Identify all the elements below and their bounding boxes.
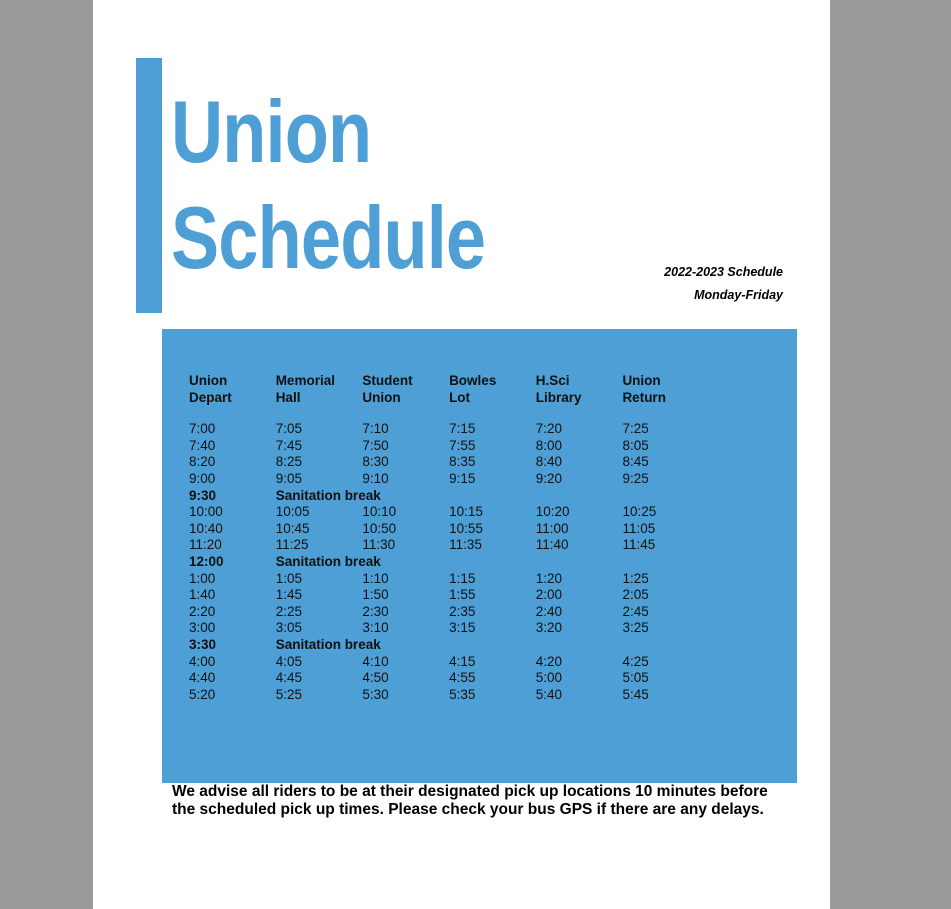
column-header-line: Depart [189,389,232,405]
time-cell: 1:20 [535,570,563,586]
time-cell: 10:55 [449,520,483,536]
time-cell: 9:20 [535,470,563,486]
break-label: Sanitation break [275,553,381,569]
time-cell: 3:05 [275,620,302,636]
time-cell: 5:40 [535,686,563,702]
column-header-line: Lot [449,389,471,405]
time-cell: 11:40 [535,537,569,553]
time-cell: 10:50 [362,520,397,536]
column-header-line: Union [189,373,228,388]
column-header-line: Union [362,389,401,405]
schedule-row [189,670,709,687]
time-cell: 1:25 [622,570,649,586]
time-cell: 3:00 [189,620,216,636]
column-header-line: Union [622,373,661,388]
schedule-body [189,421,709,703]
time-cell: 8:05 [622,437,649,453]
time-cell: 8:00 [535,437,563,453]
time-cell: 2:40 [535,603,563,619]
title-line-2: Schedule [171,188,486,287]
time-cell: 1:45 [275,587,302,603]
time-cell: 8:35 [449,454,476,470]
time-cell: 9:05 [275,470,302,486]
schedule-table [189,373,709,703]
time-cell: 2:05 [622,587,649,603]
time-cell: 5:00 [535,670,563,686]
time-cell: 11:45 [622,537,656,553]
time-cell: 11:30 [362,537,396,553]
time-cell: 5:20 [189,686,216,702]
schedule-row [189,654,709,671]
schedule-row [189,587,709,604]
schedule-row [189,438,709,455]
time-cell: 1:55 [449,587,476,603]
time-cell: 5:45 [622,686,649,702]
accent-bar [136,58,162,313]
time-cell: 7:25 [622,421,649,437]
schedule-row [189,687,709,704]
time-cell: 4:00 [189,653,216,669]
time-cell: 7:40 [189,437,216,453]
time-cell: 9:15 [449,470,476,486]
time-cell: 1:40 [189,587,216,603]
time-cell: 10:15 [449,504,483,520]
column-header-line: Hall [275,389,301,405]
time-cell: 4:10 [362,653,389,669]
time-cell: 8:30 [362,454,389,470]
time-cell: 7:55 [449,437,476,453]
time-cell: 2:30 [362,603,389,619]
schedule-row [189,471,709,488]
time-cell: 9:00 [189,470,216,486]
time-cell: 4:55 [449,670,476,686]
time-cell: 7:15 [449,421,476,437]
time-cell: 9:10 [362,470,389,486]
time-cell: 4:25 [622,653,649,669]
time-cell: 5:25 [275,686,302,702]
time-cell: 11:00 [535,520,569,536]
time-cell: 8:25 [275,454,302,470]
time-cell: 4:20 [535,653,563,669]
schedule-row [189,504,709,521]
schedule-row [189,604,709,621]
column-header-line: Student [362,373,413,388]
column-header [449,373,536,406]
schedule-row [189,537,709,554]
time-cell: 10:45 [275,520,310,536]
time-cell: 5:30 [362,686,389,702]
time-cell: 1:50 [362,587,389,603]
time-cell: 7:05 [275,421,302,437]
column-header [362,373,449,406]
time-cell: 7:50 [362,437,389,453]
time-cell: 5:05 [622,670,649,686]
schedule-header-row [189,373,709,406]
break-time: 3:30 [189,636,217,652]
column-header [622,373,709,406]
time-cell: 7:20 [535,421,563,437]
time-cell: 3:25 [622,620,649,636]
time-cell: 2:45 [622,603,649,619]
column-header-line: H.Sci [535,373,570,388]
time-cell: 8:45 [622,454,649,470]
title-line-1: Union [171,82,372,181]
column-header-line: Library [535,389,582,405]
sanitation-break-row [189,488,709,505]
time-cell: 11:05 [622,520,656,536]
column-header-line: Return [622,389,666,405]
break-time: 12:00 [189,553,224,569]
schedule-year: 2022-2023 Schedule [664,265,783,279]
time-cell: 10:00 [189,504,223,520]
column-header [276,373,363,406]
schedule-row [189,454,709,471]
time-cell: 3:15 [449,620,476,636]
schedule-row [189,421,709,438]
time-cell: 4:50 [362,670,389,686]
break-label: Sanitation break [275,636,381,652]
time-cell: 1:10 [362,570,389,586]
time-cell: 10:20 [535,504,570,520]
schedule-row [189,620,709,637]
time-cell: 10:40 [189,520,223,536]
document-page [93,0,830,909]
time-cell: 2:00 [535,587,563,603]
time-cell: 4:40 [189,670,216,686]
sanitation-break-row [189,554,709,571]
schedule-row [189,571,709,588]
break-label: Sanitation break [275,487,381,503]
time-cell: 10:10 [362,504,397,520]
schedule-box [162,329,797,783]
time-cell: 7:00 [189,421,216,437]
column-header-line: Memorial [275,373,335,388]
time-cell: 1:15 [449,570,476,586]
time-cell: 11:25 [275,537,309,553]
time-cell: 7:10 [362,421,389,437]
schedule-row [189,521,709,538]
time-cell: 1:00 [189,570,216,586]
time-cell: 11:20 [189,537,222,553]
time-cell: 4:15 [449,653,476,669]
column-header-line: Bowles [449,373,497,388]
time-cell: 10:05 [275,504,310,520]
break-time: 9:30 [189,487,217,503]
column-header [189,373,276,406]
time-cell: 8:20 [189,454,216,470]
rider-notice: We advise all riders to be at their designated pick up locations 10 minutes before the scheduled pick up times. Please check your bus GPS if there are any delays. [172,783,768,818]
time-cell: 3:20 [535,620,563,636]
time-cell: 9:25 [622,470,649,486]
time-cell: 5:35 [449,686,476,702]
column-header [536,373,623,406]
time-cell: 1:05 [275,570,302,586]
schedule-days: Monday-Friday [694,288,783,302]
time-cell: 2:20 [189,603,216,619]
time-cell: 2:35 [449,603,476,619]
time-cell: 2:25 [275,603,302,619]
time-cell: 10:25 [622,504,657,520]
time-cell: 8:40 [535,454,563,470]
time-cell: 4:45 [275,670,302,686]
time-cell: 7:45 [275,437,302,453]
time-cell: 11:35 [449,537,482,553]
sanitation-break-row [189,637,709,654]
time-cell: 3:10 [362,620,389,636]
time-cell: 4:05 [275,653,302,669]
